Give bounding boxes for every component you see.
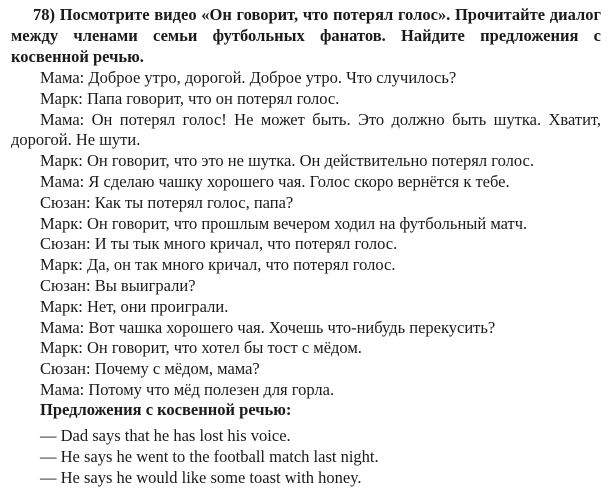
speaker-name: Сюзан:	[40, 234, 91, 254]
speaker-name: Марк:	[40, 213, 83, 233]
speaker-name: Марк:	[40, 88, 83, 108]
line-text: Потому что мёд полезен для горла.	[88, 379, 335, 399]
dialogue-line	[11, 234, 601, 255]
dialogue-line	[11, 68, 601, 89]
line-text: Папа говорит, что он потерял голос.	[86, 88, 340, 108]
dialogue-line	[11, 214, 601, 235]
answer-item: — He says he would like some toast with honey.	[40, 468, 362, 487]
dialogue-line	[11, 338, 601, 359]
dialogue-line	[11, 151, 601, 172]
dialogue-line	[11, 255, 601, 276]
dialogue-line	[11, 89, 601, 110]
line-text: Я сделаю чашку хорошего чая. Голос скоро вернётся к тебе.	[88, 171, 510, 191]
answer-item: — Dad says that he has lost his voice.	[40, 426, 291, 445]
speaker-name: Мама:	[40, 379, 85, 399]
line-text: Вот чашка хорошего чая. Хочешь что-нибудь перекусить?	[88, 317, 496, 337]
line-text: Как ты потерял голос, папа?	[94, 192, 294, 212]
speaker-name: Марк:	[40, 296, 83, 316]
answers-list	[40, 425, 379, 488]
speaker-name: Сюзан:	[40, 192, 91, 212]
line-text: Он говорит, что хотел бы тост с мёдом.	[86, 338, 362, 358]
line-text: И ты тык много кричал, что потерял голос.	[94, 234, 398, 254]
answers-heading: Предложения с косвенной речью:	[40, 400, 292, 419]
dialogue-line	[11, 193, 601, 214]
speaker-name: Марк:	[40, 255, 83, 275]
exercise-number: 78)	[33, 5, 55, 24]
speaker-name: Мама:	[40, 317, 85, 337]
speaker-name: Марк:	[40, 338, 83, 358]
speaker-name: Мама:	[40, 171, 85, 191]
exercise-instruction	[11, 4, 601, 67]
line-text: Доброе утро, дорогой. Доброе утро. Что случилось?	[88, 68, 457, 87]
dialogue-line	[11, 380, 601, 401]
line-text: Вы выиграли?	[94, 275, 196, 295]
dialogue-line	[11, 297, 601, 318]
dialogue-line	[11, 276, 601, 297]
dialogue-line	[11, 318, 601, 339]
exercise-instruction-text: Посмотрите видео «Он говорит, что потерял голос». Прочитайте диалог между членами семьи футбольных фанатов. Найдите предложения с косвенной речью.	[11, 5, 602, 66]
dialogue-line	[11, 110, 601, 152]
line-text: Да, он так много кричал, что потерял голос.	[86, 255, 396, 275]
speaker-name: Мама:	[40, 109, 85, 129]
speaker-name: Сюзан:	[40, 359, 91, 379]
line-text: Он говорит, что это не шутка. Он действительно потерял голос.	[86, 151, 534, 171]
speaker-name: Мама:	[40, 68, 85, 87]
speaker-name: Марк:	[40, 151, 83, 171]
answer-item: — He says he went to the football match last night.	[40, 447, 379, 466]
line-text: Он потерял голос! Не может быть. Это должно быть шутка. Хватит, дорогой. Не шути.	[11, 109, 601, 150]
line-text: Он говорит, что прошлым вечером ходил на футбольный матч.	[86, 213, 528, 233]
dialogue-line	[11, 172, 601, 193]
speaker-name: Сюзан:	[40, 275, 91, 295]
line-text: Нет, они проиграли.	[86, 296, 229, 316]
dialogue	[11, 68, 601, 401]
line-text: Почему с мёдом, мама?	[94, 359, 260, 379]
dialogue-line	[11, 359, 601, 380]
